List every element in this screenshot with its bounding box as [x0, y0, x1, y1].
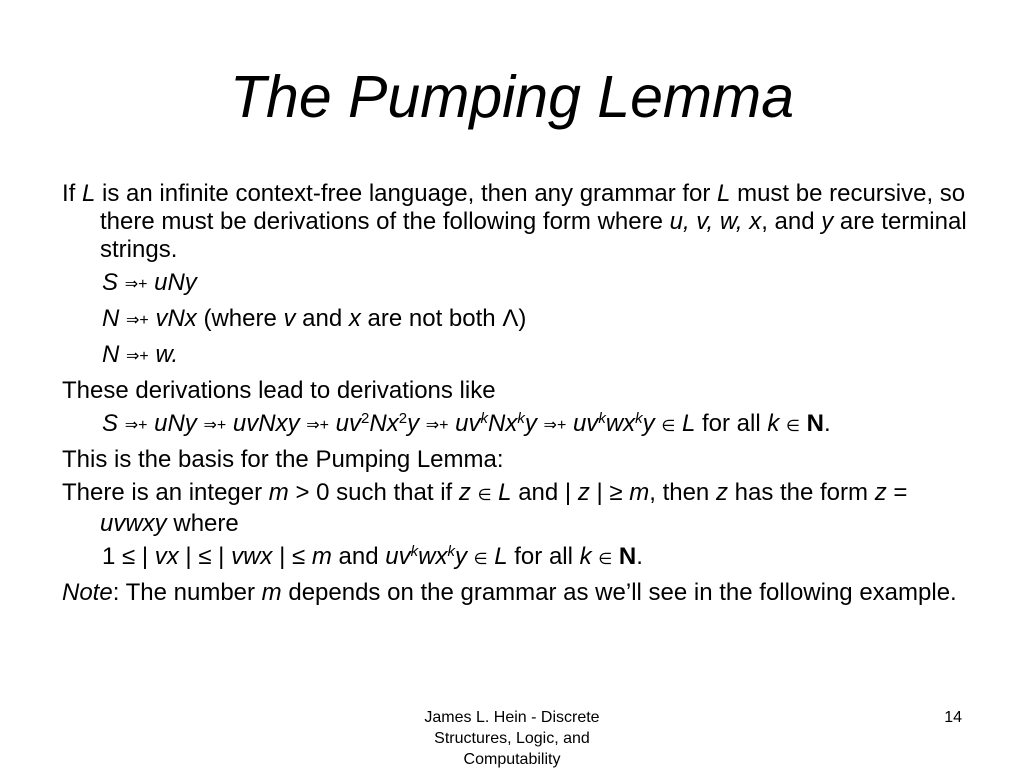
lemma-statement: There is an integer m > 0 such that if z ∈ L and | z | ≥ m, then z has the form z = uvwxy where: [62, 479, 908, 537]
slide-body: [62, 180, 972, 607]
intro-paragraph: If L is an infinite context-free language, then any grammar for L must be recursive, so there must be derivations of the following form where u, v, w, x, and y are terminal strings.: [62, 180, 967, 263]
derivation-chain: S ⇒+ uNy ⇒+ uvNxy ⇒+ $uv^2Nx^2y$ ⇒+ $uv^kNx^ky$ ⇒+ $uv^kwx^ky$ ∈ L for all k ∈ N.: [102, 410, 831, 437]
slide-footer: [384, 707, 640, 770]
derivation-recursive: N ⇒+ vNx (where v and x are not both Λ): [102, 305, 527, 332]
derives-arrow-icon: ⇒+: [124, 276, 148, 293]
note-paragraph: Note: The number m depends on the grammar as we’ll see in the following example.: [62, 579, 957, 606]
page-number: 14: [944, 709, 962, 726]
derivation-terminal: N ⇒+ w.: [102, 341, 179, 368]
slide-title: The Pumping Lemma: [229, 64, 795, 130]
derivation-start: S ⇒+ uNy: [102, 269, 197, 296]
derivations-lead-paragraph: These derivations lead to derivations like: [62, 377, 496, 404]
derives-arrow-icon: ⇒+: [126, 312, 149, 329]
footer-line: James L. Hein - Discrete: [424, 709, 600, 726]
basis-paragraph: This is the basis for the Pumping Lemma:: [62, 446, 504, 473]
footer-line: Computability: [463, 751, 561, 768]
footer-line: Structures, Logic, and: [434, 730, 590, 747]
lemma-conditions: 1 ≤ | vx | ≤ | vwx | ≤ m and $uv^kwx^ky$ ∈ L for all k ∈ N.: [102, 543, 643, 570]
derives-arrow-icon: ⇒+: [126, 348, 149, 365]
